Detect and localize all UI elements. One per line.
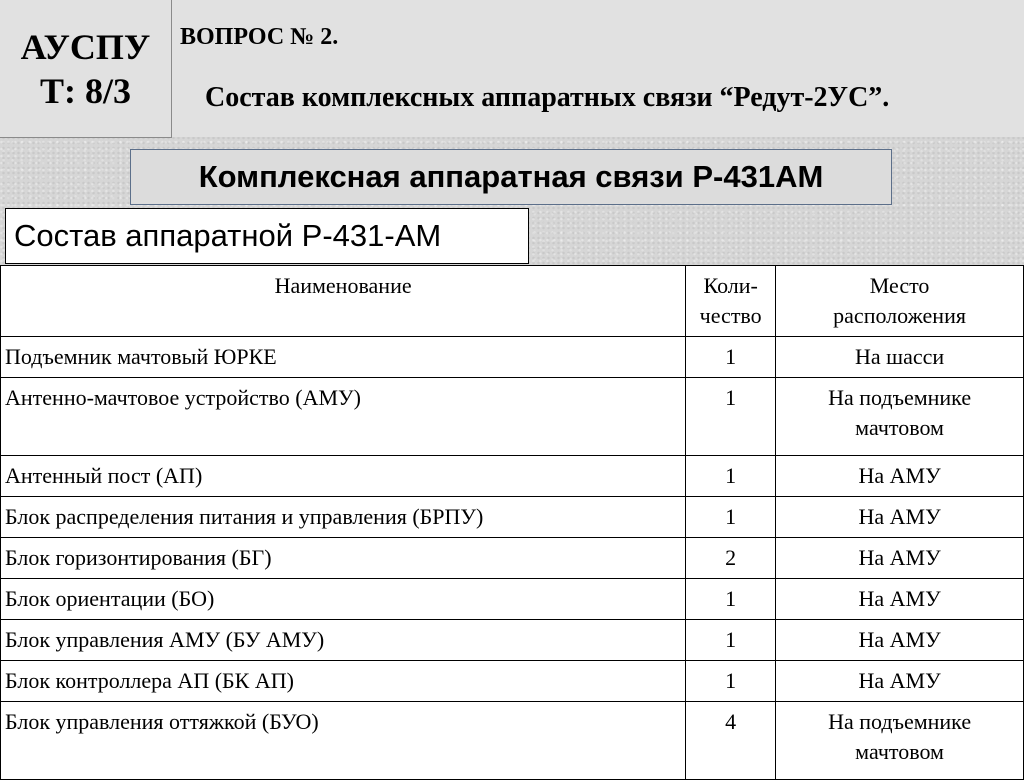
cell-location: На АМУ — [776, 497, 1024, 538]
slide-subtitle: Комплексная аппаратная связи Р-431АМ — [130, 149, 892, 205]
table-row — [1, 661, 1024, 702]
composition-table — [0, 265, 1024, 780]
table-row — [1, 456, 1024, 497]
header-quantity: Коли- чество — [686, 266, 776, 337]
cell-name: Антенно-мачтовое устройство (АМУ) — [1, 378, 686, 456]
cell-quantity: 1 — [686, 579, 776, 620]
cell-quantity: 1 — [686, 620, 776, 661]
course-code-box — [0, 0, 172, 138]
cell-quantity: 1 — [686, 456, 776, 497]
header-location: Место расположения — [776, 266, 1024, 337]
cell-name: Блок ориентации (БО) — [1, 579, 686, 620]
course-code: АУСПУ — [20, 26, 151, 67]
cell-name: Блок горизонтирования (БГ) — [1, 538, 686, 579]
cell-quantity: 1 — [686, 497, 776, 538]
table-row — [1, 579, 1024, 620]
cell-location: На АМУ — [776, 579, 1024, 620]
slide-header — [0, 0, 1024, 137]
cell-name: Блок распределения питания и управления (БРПУ) — [1, 497, 686, 538]
cell-quantity: 1 — [686, 378, 776, 456]
cell-name: Антенный пост (АП) — [1, 456, 686, 497]
cell-name: Подъемник мачтовый ЮРКЕ — [1, 337, 686, 378]
header-name: Наименование — [1, 266, 686, 337]
cell-name: Блок управления оттяжкой (БУО) — [1, 702, 686, 780]
table-header-row — [1, 266, 1024, 337]
cell-location: На подъемнике мачтовом — [776, 378, 1024, 456]
cell-location: На АМУ — [776, 538, 1024, 579]
section-title: Состав аппаратной Р-431-АМ — [5, 208, 529, 264]
cell-location: На шасси — [776, 337, 1024, 378]
cell-location: На подъемнике мачтовом — [776, 702, 1024, 780]
cell-location: На АМУ — [776, 661, 1024, 702]
table-row — [1, 538, 1024, 579]
question-title: Состав комплексных аппаратных связи “Редут-2УС”. — [205, 82, 890, 113]
cell-quantity: 4 — [686, 702, 776, 780]
cell-quantity: 1 — [686, 337, 776, 378]
table-row — [1, 497, 1024, 538]
cell-location: На АМУ — [776, 620, 1024, 661]
question-number: ВОПРОС № 2. — [180, 24, 339, 50]
topic-number: Т: 8/3 — [39, 70, 131, 111]
table-row — [1, 378, 1024, 456]
cell-quantity: 2 — [686, 538, 776, 579]
table-row — [1, 620, 1024, 661]
cell-name: Блок управления АМУ (БУ АМУ) — [1, 620, 686, 661]
cell-name: Блок контроллера АП (БК АП) — [1, 661, 686, 702]
cell-quantity: 1 — [686, 661, 776, 702]
table-row — [1, 337, 1024, 378]
cell-location: На АМУ — [776, 456, 1024, 497]
